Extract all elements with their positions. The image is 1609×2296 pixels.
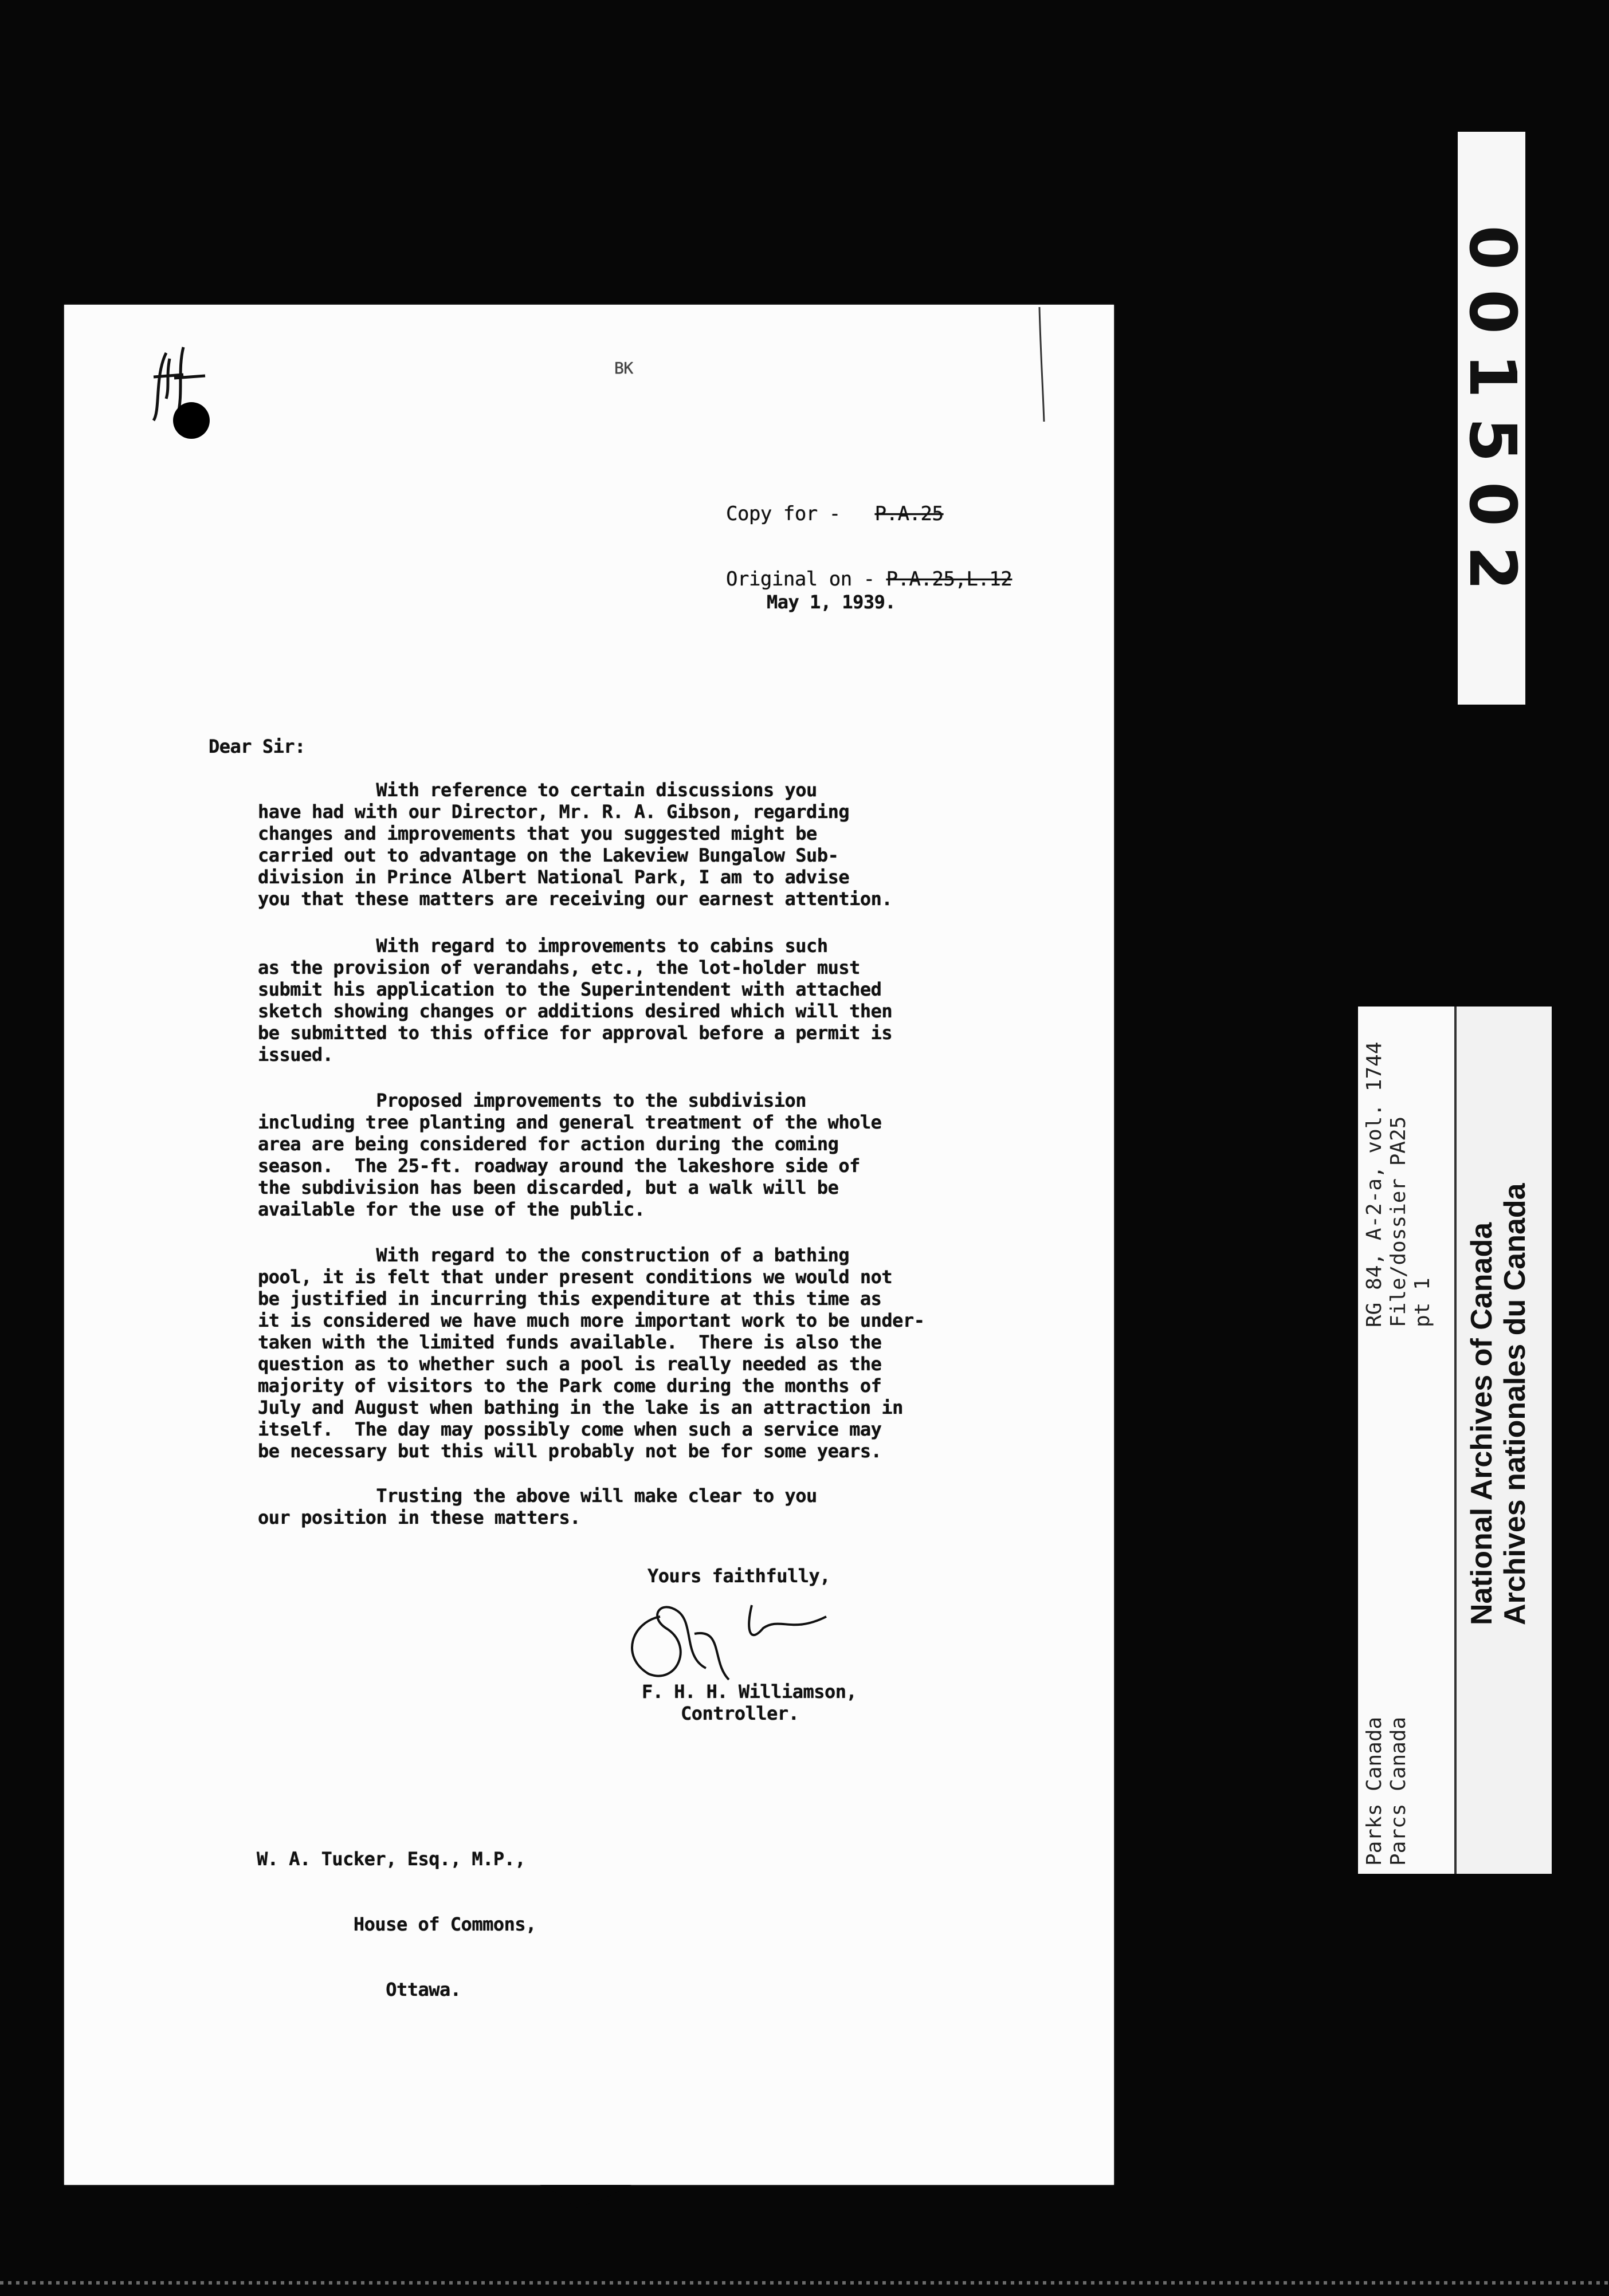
closing: Yours faithfully,: [647, 1565, 831, 1587]
original-on-value: P.A.25,L.12: [886, 568, 1013, 591]
body-line: changes and improvements that you suggested might be: [258, 823, 817, 844]
reference-line: pt 1: [1411, 1277, 1434, 1327]
signer-name: F. H. H. Williamson,: [642, 1681, 857, 1703]
body-line: division in Prince Albert National Park, I am to advise: [258, 866, 850, 888]
body-line: be necessary but this will probably not be for some years.: [258, 1440, 882, 1462]
body-line: it is considered we have much more important work to be under-: [258, 1310, 925, 1331]
body-line: our position in these matters.: [258, 1507, 580, 1528]
institution-name-en: National Archives of Canada: [1465, 1222, 1498, 1625]
body-line: submit his application to the Superintendent with attached: [258, 978, 882, 1000]
body-line: available for the use of the public.: [258, 1198, 645, 1220]
letter-page: [64, 305, 1114, 2185]
body-line: including tree planting and general treatment of the whole: [258, 1111, 882, 1133]
body-line: With regard to the construction of a bathing: [258, 1244, 850, 1266]
addressee-block: [257, 1804, 536, 2044]
body-line: season. The 25-ft. roadway around the lakeshore side of: [258, 1155, 860, 1177]
signer-title: Controller.: [681, 1703, 799, 1724]
body-line: issued.: [258, 1044, 333, 1066]
addressee-line: House of Commons,: [257, 1913, 536, 1935]
body-line: majority of visitors to the Park come during the months of: [258, 1375, 882, 1397]
body-line: itself. The day may possibly come when such a service may: [258, 1418, 882, 1440]
body-line: be submitted to this office for approval before a permit is: [258, 1022, 893, 1044]
signature-mark: [609, 1594, 849, 1691]
body-line: Proposed improvements to the subdivision: [258, 1090, 807, 1111]
archive-id-strip: [1455, 132, 1529, 705]
paper-tear: [540, 2185, 631, 2208]
body-line: With regard to improvements to cabins such: [258, 935, 828, 957]
institution-name-fr: Archives nationales du Canada: [1498, 1183, 1532, 1625]
body-line: as the provision of verandahs, etc., the lot-holder must: [258, 957, 860, 978]
body-line: July and August when bathing in the lake is an attraction in: [258, 1397, 903, 1418]
archive-label: [1358, 1007, 1552, 1874]
body-line: the subdivision has been discarded, but a walk will be: [258, 1177, 839, 1198]
bk-mark: BK: [614, 359, 633, 378]
source-parcs: Parcs Canada: [1387, 1716, 1410, 1866]
addressee-line: Ottawa.: [257, 1979, 461, 2000]
letter-date: May 1, 1939.: [767, 591, 896, 613]
body-line: carried out to advantage on the Lakeview Bungalow Sub-: [258, 844, 839, 866]
reference-line: File/dossier PA25: [1387, 1116, 1410, 1327]
body-line: sketch showing changes or additions desired which will then: [258, 1000, 893, 1022]
pencil-stroke: [1038, 307, 1045, 422]
body-line: have had with our Director, Mr. R. A. Gibson, regarding: [258, 801, 850, 823]
reference-line: RG 84, A-2-a, vol. 1744: [1363, 1041, 1386, 1327]
copy-for-label: Copy for -: [726, 502, 841, 525]
body-line: you that these matters are receiving our earnest attention.: [258, 888, 893, 910]
source-parks: Parks Canada: [1363, 1716, 1386, 1866]
addressee-line: W. A. Tucker, Esq., M.P.,: [257, 1848, 526, 1870]
scan-edge-noise: [0, 2281, 1609, 2285]
body-line: be justified in incurring this expenditure at this time as: [258, 1288, 882, 1310]
salutation: Dear Sir:: [209, 736, 305, 757]
body-line: question as to whether such a pool is really needed as the: [258, 1353, 882, 1375]
original-on-label: Original on -: [726, 568, 875, 591]
punch-hole: [173, 402, 210, 439]
archive-id-number: 001502: [1455, 225, 1529, 610]
archive-label-reference-column: [1358, 1007, 1457, 1874]
body-line: pool, it is felt that under present conditions we would not: [258, 1266, 893, 1288]
body-line: With reference to certain discussions you: [258, 779, 817, 801]
body-line: taken with the limited funds available. There is also the: [258, 1331, 882, 1353]
body-line: Trusting the above will make clear to you: [258, 1485, 817, 1507]
body-line: area are being considered for action during the coming: [258, 1133, 839, 1155]
copy-for-value: P.A.25: [874, 502, 944, 525]
